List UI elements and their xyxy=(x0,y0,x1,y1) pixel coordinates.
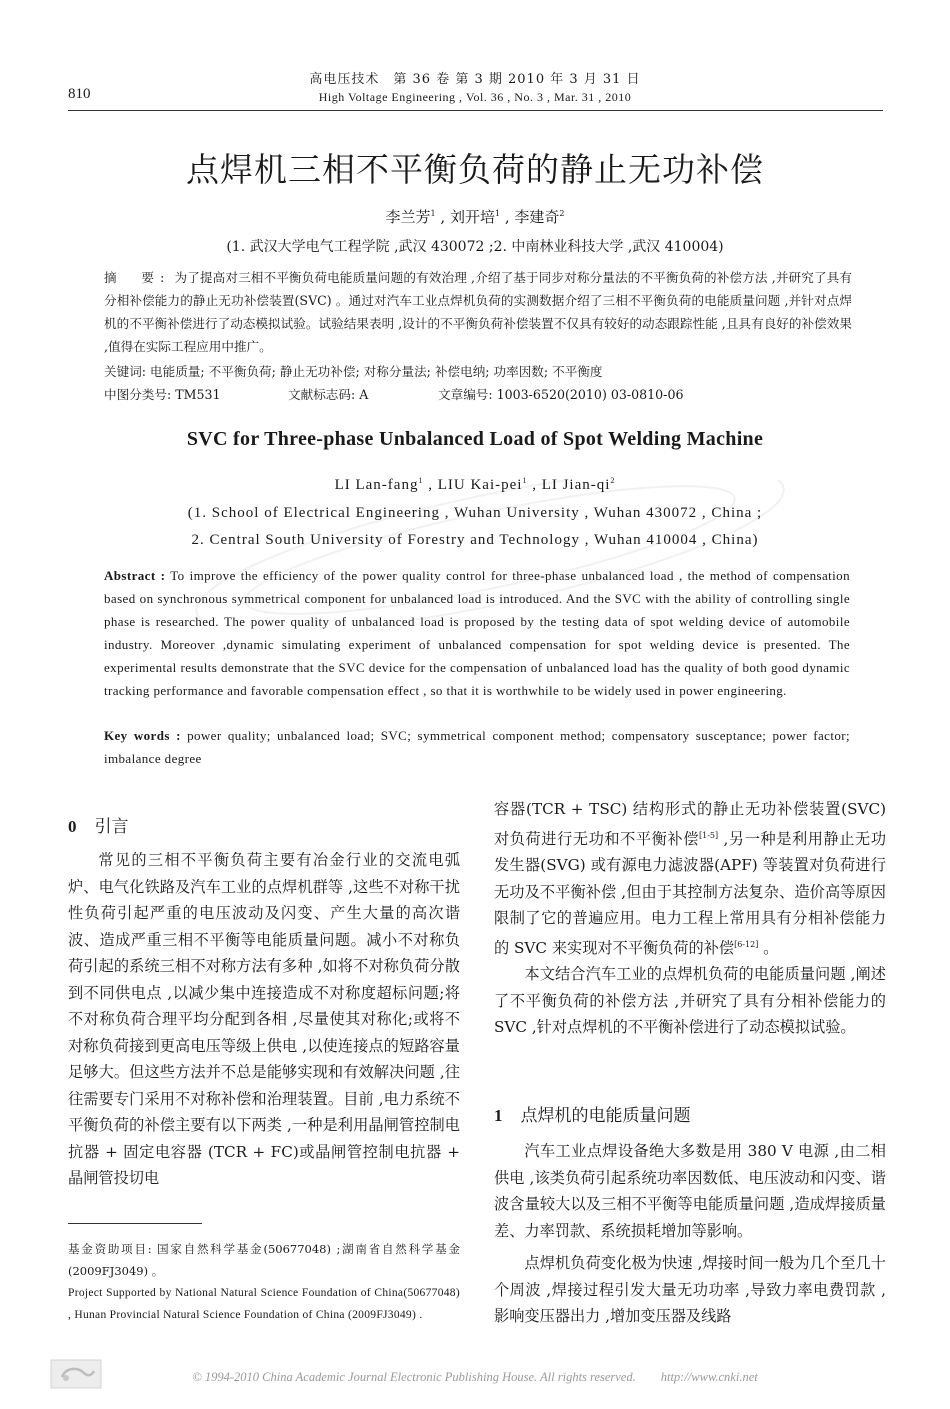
author-affiliation-mark: 1 xyxy=(430,209,436,218)
author-affiliation-mark: 1 xyxy=(418,476,424,485)
author-name: 刘开培 xyxy=(449,208,495,226)
authors-en: LI Lan-fang$^1$ , LIU Kai-pei$^1$ , LI Jian-$qi^2$ xyxy=(334,476,616,493)
keywords-text-en: power quality; unbalanced load; SVC; symmetrical component method; compensatory susceptance; power factor; imbalance degree xyxy=(104,728,851,766)
section-title: 点焊机的电能质量问题 xyxy=(520,1106,691,1126)
paper-title-en: SVC for Three-phase Unbalanced Load of Spot Welding Machine xyxy=(186,428,764,450)
abstract-label-cn: 摘 要: xyxy=(104,270,171,285)
author-affiliation-mark: 1 xyxy=(494,209,501,218)
affiliation-en-line1: (1. School of Electrical Engineering , Wuhan University , Wuhan 430072 , China ; xyxy=(187,505,763,521)
affiliation-en-line2: 2. Central South University of Forestry and Technology , Wuhan 410004 , China) xyxy=(191,532,759,548)
author-name: 李兰芳 xyxy=(385,208,431,226)
author-name: LI Lan-fang xyxy=(334,477,419,493)
keywords-cn xyxy=(104,360,852,383)
intro-paragraph-1-continued xyxy=(494,796,886,1041)
abstract-text-cn: 为了提高对三相不平衡负荷电能质量问题的有效治理 ,介绍了基于同步对称分量法的不平衡负荷的补偿方法 ,并研究了具有分相补偿能力的静止无功补偿装置(SVC) 。通过对汽车工业点焊机负荷的实测数据介绍了三相不平衡负荷的电能质量问题 ,并针对点焊机的不平衡补偿进行了动态模拟试验。试验结果表明 ,设计的不平衡负荷补偿装置不仅具有较好的动态跟踪性能 ,且具有良好的补偿效果 ,值得在实际工程应用中推广。 xyxy=(104,270,852,354)
clc-number: 中图分类号: TM531 xyxy=(104,387,221,402)
citation: [1-5] xyxy=(698,830,719,840)
paragraph-text: 常见的三相不平衡负荷主要有冶金行业的交流电弧炉、电气化铁路及汽车工业的点焊机群等 ,这些不对称干扰性负荷引起严重的电压波动及闪变、产生大量的高次谐波、造成严重三相不平衡等电能质量问题。减小不对称负荷引起的系统三相不对称方法有多种 ,如将不对称负荷分散到不同供电点 ,以减少集中连接造成不对称度超标问题;将不对称负荷合理平均分配到各相 ,尽量使其对称化;或将不对称负荷接到更高电压等级上供电 ,以使连接点的短路容量足够大。但这些方法并不总是能够实现和有效解决问题 ,往往需要专门采用不对称补偿和治理装置。目前 ,电力系统不平衡负荷的补偿主要有以下两类 ,一种是利用晶闸管控制电抗器 + 固定电容器 (TCR + FC)或晶闸管控制电抗器 + 晶闸管投切电 xyxy=(68,851,460,1187)
author-name: 李建奇 xyxy=(514,208,560,226)
section-title: 引言 xyxy=(94,817,129,837)
keywords-label-cn: 关键词: xyxy=(104,364,147,379)
affiliation-cn: (1. 武汉大学电气工程学院 ,武汉 430072 ;2. 中南林业科技大学 ,武汉 410004) xyxy=(226,239,724,255)
intro-paragraph-2: 本文结合汽车工业的点焊机负荷的电能质量问题 ,阐述了不平衡负荷的补偿方法 ,并研究了具有分相补偿能力的 SVC ,针对点焊机的不平衡补偿进行了动态模拟试验。 xyxy=(494,965,886,1037)
section-number: 1 xyxy=(494,1106,503,1125)
section-number: 0 xyxy=(68,817,77,836)
paper-title-cn: 点焊机三相不平衡负荷的静止无功补偿 xyxy=(186,150,764,189)
intro-paragraph-1 xyxy=(68,847,460,1192)
paragraph-text: 容器(TCR + TSC) 结构形式的静止无功补偿装置(SVC)对负荷进行无功和不平衡补偿 xyxy=(494,800,886,848)
section1-paragraph-2: 点焊机负荷变化极为快速 ,焊接时间一般为几个至几十个周波 ,焊接过程引发大量无功功率 ,导致力率电费罚款 ,影响变压器出力 ,增加变压器及线路 xyxy=(494,1254,886,1325)
keywords-text-cn: 电能质量; 不平衡负荷; 静止无功补偿; 对称分量法; 补偿电纳; 功率因数; 不平衡度 xyxy=(150,364,603,379)
journal-header-en: High Voltage Engineering , Vol. 36 , No. 3 , Mar. 31 , 2010 xyxy=(318,90,632,104)
author-affiliation-mark: 1 xyxy=(522,476,528,485)
authors-cn: 李兰芳$^1$ , 刘开培$^1$ , 李建奇$^2$ xyxy=(385,208,565,226)
classification-row xyxy=(104,383,852,406)
footnote-divider xyxy=(68,1223,202,1224)
paragraph-text: 。 xyxy=(758,938,779,957)
section-heading-introduction xyxy=(68,812,460,837)
page-number: 810 xyxy=(68,86,91,102)
author-affiliation-mark: 2 xyxy=(559,209,565,218)
header-divider xyxy=(68,110,883,111)
abstract-cn xyxy=(104,266,852,358)
abstract-en xyxy=(104,564,850,702)
author-name: LI Jian-qi xyxy=(541,477,611,493)
footnote-funding-en: Project Supported by National Natural Science Foundation of China(50677048) , Hunan Provincial Natural Science Foundation of China (2009FJ3049) . xyxy=(68,1287,460,1321)
author-affiliation-mark: 2 xyxy=(610,476,616,485)
journal-header-cn: 高电压技术 第 36 卷 第 3 期 2010 年 3 月 31 日 xyxy=(309,72,641,87)
citation: [6-12] xyxy=(734,939,759,949)
copyright-footer: © 1994-2010 China Academic Journal Electronic Publishing House. All rights reserved. http://www.cnki.net xyxy=(192,1370,758,1384)
article-number: 文章编号: 1003-6520(2010) 03-0810-06 xyxy=(438,387,684,402)
footnote-funding-cn: 基金资助项目: 国家自然科学基金(50677048) ;湖南省自然科学基金(2009FJ3049) 。 xyxy=(68,1242,460,1278)
author-name: LIU Kai-pei xyxy=(437,477,523,493)
paragraph-text: ,另一种是利用静止无功发生器(SVG) 或有源电力滤波器(APF) 等装置对负荷进行无功及不平衡补偿 ,但由于其控制方法复杂、造价高等原因限制了它的普遍应用。电力工程上常用具有分相补偿能力的 SVC 来实现对不平衡负荷的补偿 xyxy=(494,829,887,957)
document-code: 文献标志码: A xyxy=(288,387,369,402)
abstract-label-en: Abstract : xyxy=(104,568,166,583)
section1-paragraph-1: 汽车工业点焊设备绝大多数是用 380 V 电源 ,由二相供电 ,该类负荷引起系统功率因数低、电压波动和闪变、谐波含量较大以及三相不平衡等电能质量问题 ,造成焊接质量差、力率罚款、系统损耗增加等影响。 xyxy=(494,1142,886,1240)
abstract-text-en: To improve the efficiency of the power quality control for three-phase unbalanced load , the method of compensation based on synchronous symmetrical component for unbalanced load is introduced. And the SVC with the ability of controlling single phase is researched. The power quality of unbalanced load is proposed by the testing data of spot welding device of automobile industry. Moreover ,dynamic simulating experiment of unbalanced compensation for spot welding device is presented. The experimental results demonstrate that the SVC device for the compensation of unbalanced load has the quality of both good dynamic tracking performance and favorable compensation effect , so that it is worthwhile to be widely used in power engineering. xyxy=(104,568,850,698)
keywords-label-en: Key words : xyxy=(104,728,181,743)
keywords-en xyxy=(104,724,850,770)
section1-body xyxy=(494,1138,886,1330)
section-heading-power-quality xyxy=(494,1101,886,1126)
